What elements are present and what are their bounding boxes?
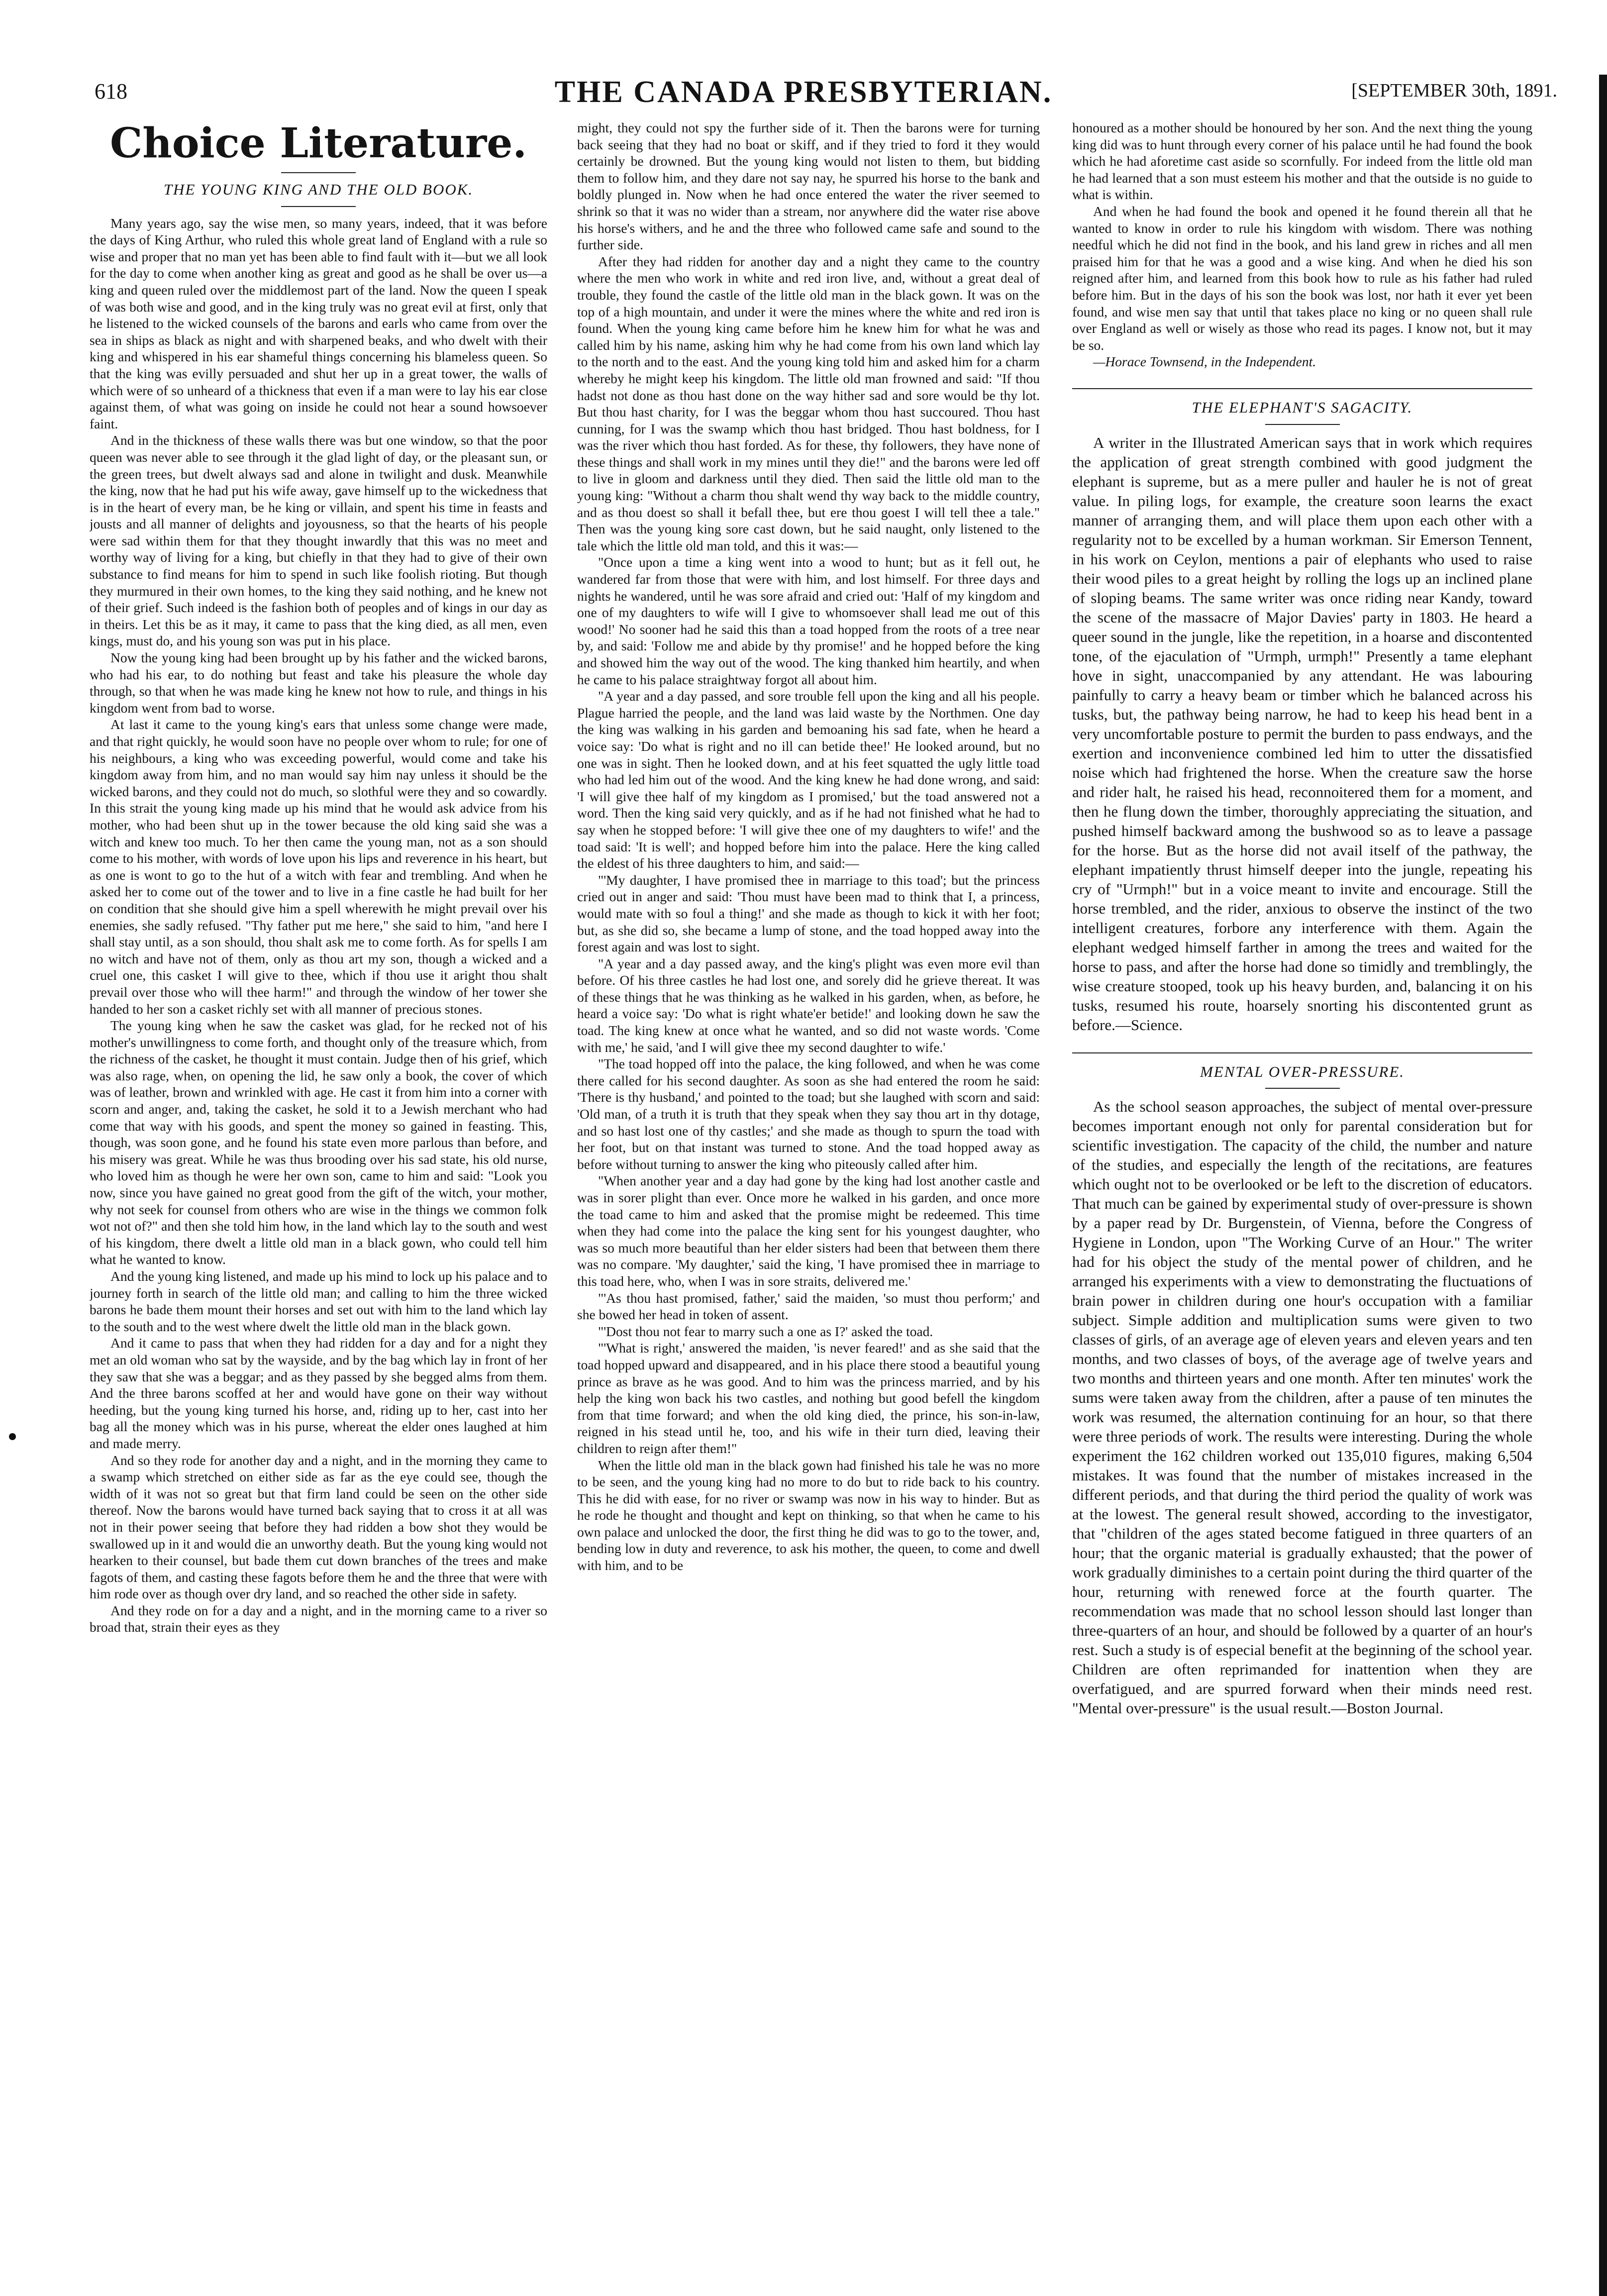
paragraph: "A year and a day passed, and sore trouble fell upon the king and all his people. Plague harried the people, and the land was laid waste by the Northmen. One day the king was walking in his garden and bemoaning his sad fate, when he heard a voice say: 'Do what is right and no ill can betide thee!' He looked around, but no one was in sight. Then he looked down, and at his feet squatted the ugly little toad who had led him out of the wood. And the king knew he had done wrong, and said: 'I will give thee half of my kingdom as I promised,' but the toad answered not a word. Then the king said very quickly, and as if he had not finished what he had to say when he stopped before: 'I will give thee one of my daughters to wife!' and the toad said: 'It is well'; and hopped before him into the palace. Here the king called the eldest of his three daughters to him, and said:— xyxy=(577,688,1040,871)
paragraph: "Once upon a time a king went into a wood to hunt; but as it fell out, he wandered far from those that were with him, and lost himself. For three days and nights he wandered, until he was sore afraid and cried out: 'Half of my kingdom and one of my daughters to wife will I give to whomsoever shall lead me out of this wood!' No sooner had he said this than a toad hopped from the roots of a tree near by, and said: 'Follow me and abide by thy promise!' and he hopped before the king and showed him the way out of the wood. The king thanked him heartily, and when he came to his palace straightway forgot all about him. xyxy=(577,554,1040,687)
article-title-elephant: THE ELEPHANT'S SAGACITY. xyxy=(1192,398,1413,416)
divider xyxy=(1072,388,1532,389)
paragraph: "'My daughter, I have promised thee in marriage to this toad'; but the princess cried out in anger and said: 'Thou must have been mad to think that I, a princess, would mate with so foul a thing!' and she made as though to kick it with her foot; but, as she did so, she became a lump of stone, and the toad hopped away into the forest again and was lost to sight. xyxy=(577,872,1040,955)
attribution: —Horace Townsend, in the Independent. xyxy=(1093,354,1316,370)
paragraph: "'Dost thou not fear to marry such a one as I?' asked the toad. xyxy=(598,1323,933,1339)
paragraph: "'As thou hast promised, father,' said the maiden, 'so must thou perform;' and she bowed her head in token of assent. xyxy=(577,1290,1040,1323)
paragraph: When the little old man in the black gown had finished his tale he was no more to be seen, and the young king had no more to do but to ride back to his country. This he did with ease, for no river or swamp was now in his way to hinder. But as he rode he thought and thought and kept on thinking, so that when he came to his own palace and unlocked the door, the first thing he did was to go to the tower, and, bending low in duty and reverence, to ask his mother, the queen, to come and dwell with him, and to be xyxy=(577,1457,1040,1573)
divider xyxy=(1265,1088,1340,1089)
divider xyxy=(1265,424,1340,425)
paragraph: And in the thickness of these walls there was but one window, so that the poor queen was never able to see through it the glad light of day, or the pleasant sun, or the green trees, but dwelt always sad and alone in twilight and dusk. Meanwhile the king, now that he had put his wife away, gave himself up to the wickedness that is in the heart of every man, be he king or villain, and spent his time in feasts and jousts and all manner of delights and joyousness, so that the hearts of his people were sad within them for that they thought inwardly that this was no meet and worthy way of living for a king, but chiefly in that they had to give of their own substance to find means for him to spend in such like foolish rioting. But though they murmured in their own homes, to the king they said nothing, and he knew not of their grief. Such indeed is the fashion both of peoples and of kings in our day as in theirs. Let this be as it may, it came to pass that the king died, as all men, even kings, must do, and his young son was put in his place. xyxy=(90,432,547,649)
column-3 xyxy=(1072,119,1532,2276)
paragraph: And they rode on for a day and a night, and in the morning came to a river so broad that, strain their eyes as they xyxy=(90,1602,547,1635)
paragraph: Many years ago, say the wise men, so many years, indeed, that it was before the days of King Arthur, who ruled this whole great land of England with a rule so wise and proper that no man yet has been able to find fault with it—but we all look for the day to come when another king as great and good as he shall be over us—a king and queen ruled over the middlemost part of the land. Now the queen I speak of was both wise and good, and in the king truly was no great evil at first, only that he listened to the wicked counsels of the barons and earls who came from over the sea in ships as black as night and with sharpened beaks, and who dwelt with their king and whispered in his ear shameful things concerning his blameless queen. So that the king was evilly persuaded and shut her up in a great tower, the walls of which were of so unheard of a thickness that even if a man were to lay his ear close against them, of what was going on inside he could not hear a sound howsoever faint. xyxy=(90,215,547,431)
paragraph: The young king when he saw the casket was glad, for he recked not of his mother's unwillingness to come forth, and thought only of the treasure which, from the richness of the casket, he thought it must contain. Judge then of his grief, which was also rage, when, on opening the lid, he saw only a book, the cover of which was of leather, brown and wrinkled with age. He cast it from him into a corner with scorn and anger, and, taking the casket, he sold it to a Jewish merchant who had come that way with his goods, and spent the money so gained in feasting. This, though, was soon gone, and he found his state even more parlous than before, and his misery was great. While he was thus brooding over his sad state, his old nurse, who loved him as though he were her own son, came to him and said: "Look you now, since you have gained no great good from the gift of the witch, your mother, why not seek for counsel from others who are wise in the things we common folk wot not of?" and then she told him how, in the land which lay to the south and west of his kingdom, there dwelt a little old man in a black gown, who could tell him what he wanted to know. xyxy=(90,1018,547,1267)
page-number: 618 xyxy=(95,79,127,104)
column-2 xyxy=(577,119,1040,2276)
divider xyxy=(281,172,356,173)
paragraph: "When another year and a day had gone by the king had lost another castle and was in sorer plight than ever. Once more he walked in his garden, and once more the toad came to him and asked that the promise might be redeemed. This time when they had come into the palace the king sent for his youngest daughter, who was so much more beautiful than her elder sisters had been that between them there was no compare. 'My daughter,' said the king, 'I have promised thee in marriage to this toad here, who, when I was in sore straits, delivered me.' xyxy=(577,1173,1040,1289)
paragraph: After they had ridden for another day and a night they came to the country where the men who work in white and red iron live, and, without a great deal of trouble, they found the castle of the little old man in the black gown. It was on the top of a high mountain, and under it were the mines where the white and red iron is found. When the young king came before him he knew him for what he was and called him by his name, asking him why he had come from his own land which lay to the north and to the east. And the young king told him and asked him for a charm whereby he might keep his kingdom. The little old man frowned and said: "If thou hadst not done as thou hast done on the way hither sad and sore would be thy lot. But thou hast charity, for I was the beggar whom thou hast succoured. Thou hast cunning, for I was the swamp which thou hast bridged. Thou hast boldness, for I was the river which thou hast forded. As for these, thy followers, they have none of these things and shall work in my mines until they die!" and the barons were led off to live in gloom and darkness until they died. Then said the little old man to the young king: "Without a charm thou shalt wend thy way back to the middle country, and as thou doest so shall it befall thee, but ere thou goest I will tell thee a tale." Then was the young king sore cast down, but he said naught, only listened to the tale which the little old man told, and this it was:— xyxy=(577,253,1040,553)
paragraph: And the young king listened, and made up his mind to lock up his palace and to journey forth in search of the little old man; and calling to him the three wicked barons he bade them mount their horses and set out with him to the land which lay to the south and to the west where dwelt the little old man in the black gown. xyxy=(90,1268,547,1334)
paragraph: "The toad hopped off into the palace, the king followed, and when he was come there called for his second daughter. As soon as she had entered the room he said: 'There is thy husband,' and pointed to the toad; but she laughed with scorn and said: 'Old man, of a truth it is truth that they speak when they say thou art in thy dotage, and so hast lost one of thy castles;' and she made as though to spurn the toad with her foot, but on that instant was turned to stone. And the toad hopped away as before without turning to answer the king who piteously called after him. xyxy=(577,1056,1040,1172)
issue-date: [SEPTEMBER 30th, 1891. xyxy=(1351,80,1557,101)
ink-mark xyxy=(9,1433,16,1440)
section-heading: Choice Literature. xyxy=(110,119,527,167)
paragraph: And when he had found the book and opened it he found therein all that he wanted to know in order to rule his kingdom with wisdom. There was nothing needful which he did not find in the book, and his land grew in riches and all men praised him for that he was a good and a wise king. And when he died his son reigned after him, and learned from this book how to rule as his father had ruled before him. But in the days of his son the book was lost, nor hath it ever yet been found, and wise men say that until that takes place no king or no queen shall rule over England as well or wisely as those who read its pages. I know not, but it may be so. xyxy=(1072,203,1532,353)
paragraph: And it came to pass that when they had ridden for a day and for a night they met an old woman who sat by the wayside, and by the bag which lay in front of her they saw that she was a beggar; and as they passed by she begged alms from them. And the three barons scoffed at her and would have gone on their way without heeding, but the young king turned his horse, and, riding up to her, cast into her bag all the money which was in his purse, whereat the elder ones laughed at him and made merry. xyxy=(90,1335,547,1451)
paragraph: "A year and a day passed away, and the king's plight was even more evil than before. Of his three castles he had lost one, and sorely did he grieve thereat. It was of these things that he was thinking as he walked in his garden, when, as before, he heard a voice say: 'Do what is right whate'er betide!' and looking down he saw the toad. The king knew at once what he wanted, and so did not waste words. 'Come with me,' he said, 'and I will give thee my second daughter to wife.' xyxy=(577,955,1040,1055)
article-title-young-king: THE YOUNG KING AND THE OLD BOOK. xyxy=(163,181,474,198)
divider xyxy=(1072,1052,1532,1053)
paragraph: honoured as a mother should be honoured by her son. And the next thing the young king did was to hunt through every corner of his palace until he had found the book which he had aforetime cast aside so scornfully. For indeed from the little old man he had learned that a son must esteem his mother and that the outside is no guide to what is within. xyxy=(1072,120,1532,203)
paragraph: A writer in the Illustrated American says that in work which requires the application of great strength combined with good judgment the elephant is supreme, but as a mere puller and hauler he is not of great value. In piling logs, for example, the creature soon learns the exact manner of arranging them, and will place them upon each other with a regularity not to be excelled by a human workman. Sir Emerson Tennent, in his work on Ceylon, mentions a pair of elephants who used to raise their wood piles to a great height by rolling the logs up an inclined plane of sloping beams. The same writer was once riding near Kandy, toward the scene of the massacre of Major Davies' party in 1803. He heard a queer sound in the jungle, like the repetition, in a hoarse and discontented tone, of the ejaculation of "Urmph, urmph!" Presently a tame elephant hove in sight, unaccompanied by any attendant. He was labouring painfully to carry a heavy beam or timber which he balanced across his tusks, but, the pathway being narrow, he had to keep his head bent in a very uncomfortable posture to permit the burden to pass endways, and the exertion and inconvenience combined led him to utter the dissatisfied noise which had frightened the horse. When the creature saw the horse and rider halt, he raised his head, reconnoitered them for a moment, and then he flung down the timber, thoroughly appreciating the situation, and pushed himself backward among the bushwood so as to leave a passage for the horse. But as the horse did not avail itself of the pathway, the elephant impatiently thrust himself deeper into the jungle, repeating his cry of "Urmph!" but in a voice meant to invite and encourage. Still the horse trembled, and the rider, anxious to observe the instinct of the two intelligent creatures, forbore any interference with them. Again the elephant wedged himself farther in among the trees and waited for the horse to pass, and after the horse had done so timidly and tremblingly, the wise creature stooped, took up his heavy burden, and, balancing it on his tusks, resumed his route, hoarsely snorting his discontented grunt as before.—Science. xyxy=(1072,433,1532,1034)
paragraph: At last it came to the young king's ears that unless some change were made, and that right quickly, he would soon have no people over whom to rule; for one of his neighbours, a king who was exceeding powerful, would come and take his kingdom away from him, and no man would say him nay unless it should be the wicked barons, and they could not do much, so slothful were they and so cowardly. In this strait the young king made up his mind that he would ask advice from his mother, who had been shut up in the tower because the old king said she was a witch and knew too much. To her then came the young man, not as a son should come to his mother, with words of love upon his lips and reverence in his heart, but as one is wont to go to the hut of a witch with fear and trembling. And when he asked her to come out of the tower and to live in a fine castle he had built for her on condition that she should give him a spell wherewith he might prevail over his enemies, she sadly refused. "Thy father put me here," she said to him, "and here I shall stay until, as a son should, thou shalt ask me to come forth. As for spells I am no witch and have not of them, only as thou art my son, though a wicked and a cruel one, this casket I will give to thee, which if thou use it aright thou shalt prevail over those who will thee harm!" and through the window of her tower she handed to her son a casket richly set with all manner of precious stones. xyxy=(90,717,547,1017)
page-header xyxy=(40,75,1567,114)
paragraph: "'What is right,' answered the maiden, 'is never feared!' and as she said that the toad hopped upward and disappeared, and in his place there stood a beautiful young prince as brave as he was good. And to him was the princess married, and by his help the king won back his two castles, and nothing but good befell the kingdom from that time forward; and when the old king died, the prince, his son-in-law, reigned in his stead until he, too, and his wife in their turn died, leaving their children to reign after them!" xyxy=(577,1340,1040,1456)
scan-edge-bar xyxy=(1599,75,1607,2296)
column-1 xyxy=(90,119,547,2276)
paragraph: As the school season approaches, the subject of mental over-pressure becomes important enough not only for parental consideration but for scientific investigation. The capacity of the child, the number and nature of the studies, and especially the length of the recitations, are features which ought not to be overlooked or be left to the discretion of educators. That much can be gained by experimental study of over-pressure is shown by a paper read by Dr. Burgenstein, of Vienna, before the Congress of Hygiene in London, upon "The Working Curve of an Hour." The writer had for his object the study of the mental power of children, and he arranged his experiments with a view to demonstrating the fluctuations of brain power in children during one hour's occupation with a familiar subject. Simple addition and multiplication sums were given to two classes of girls, of an average age of eleven years and eleven years and ten months, and two classes of boys, of the average age of twelve years and two months and thirteen years and one month. After ten minutes' work the sums were taken away from the children, after a pause of ten minutes the work was resumed, the alternation continuing for an hour, so that there were three periods of work. The results were interesting. During the whole experiment the 162 children worked out 135,010 figures, making 6,504 mistakes. It was found that the number of mistakes increased in the different periods, and that during the third period the quality of work was at the lowest. The general result showed, according to the investigator, that "children of the ages stated become fatigued in three quarters of an hour; that the organic material is gradually exhausted; that the power of work gradually diminishes to a certain point during the third quarter of the hour, returning with renewed force at the fourth quarter. The recommendation was made that no school lesson should last longer than three-quarters of an hour, and should be followed by a quarter of an hour's rest. Such a study is of especial benefit at the beginning of the school year. Children are often reprimanded for inattention when they are overfatigued, and are spurred forward when their minds need rest. "Mental over-pressure" is the usual result.—Boston Journal. xyxy=(1072,1098,1532,1717)
paragraph: might, they could not spy the further side of it. Then the barons were for turning back seeing that they had no boat or skiff, and if they tried to ford it they would certainly be drowned. But the young king would not listen to them, but bidding them to follow him, and they dare not say nay, he spurred his horse to the bank and boldly plunged in. Now when he had once entered the water the river seemed to shrink so that it was no wider than a stream, nor anywhere did the water rise above his horse's withers, and he and the three who followed came safe and sound to the further side. xyxy=(577,120,1040,253)
article-title-mental: MENTAL OVER-PRESSURE. xyxy=(1200,1062,1405,1080)
publication-title: THE CANADA PRESBYTERIAN. xyxy=(554,75,1053,109)
paragraph: And so they rode for another day and a night, and in the morning they came to a swamp which stretched on either side as far as the eye could see, though the width of it was not so great but that firm land could be seen on the other side thereof. Now the barons would have turned back saying that to cross it at all was not in their power seeing that before they had ridden a bow shot they would be swallowed up in it and would die an unworthy death. But the young king would not hearken to their counsel, but bade them cut down branches of the trees and make fagots of them, and casting these fagots before them he and the three that were with him rode over as though over dry land, and so reached the other side in safety. xyxy=(90,1452,547,1602)
paragraph: Now the young king had been brought up by his father and the wicked barons, who had his ear, to do nothing but feast and take his pleasure the whole day through, so that when he was made king he knew not how to rule, and things in his kingdom went from bad to worse. xyxy=(90,650,547,716)
divider xyxy=(281,206,356,207)
